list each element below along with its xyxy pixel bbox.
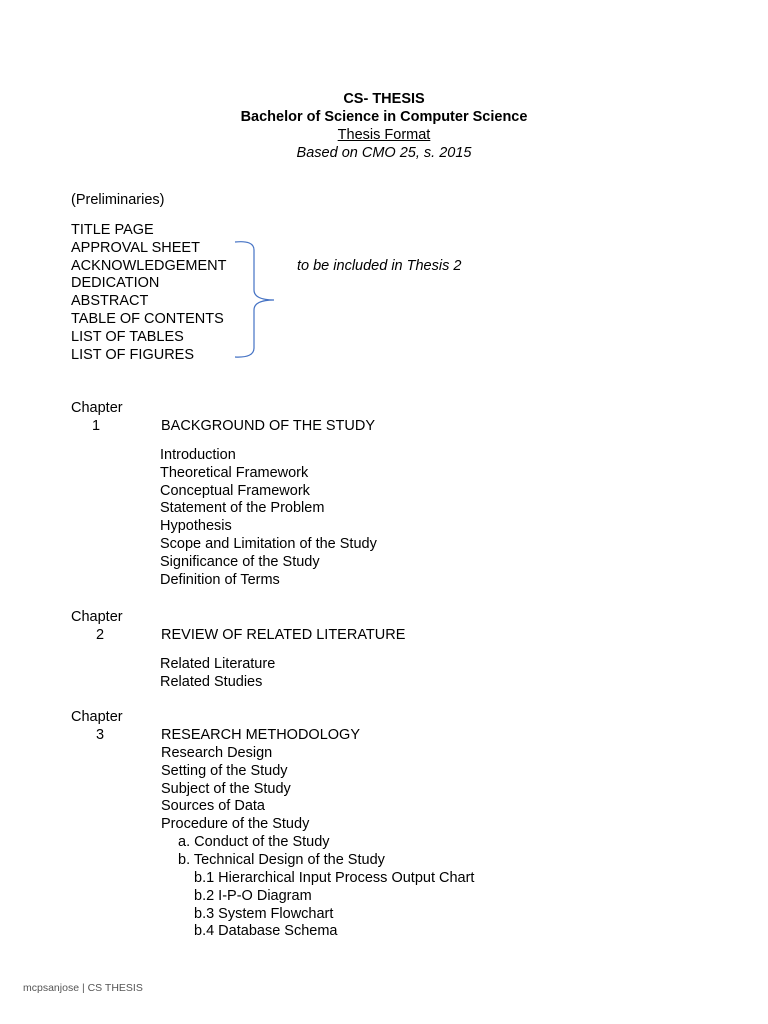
list-item: Related Studies: [160, 673, 263, 690]
format-basis: Based on CMO 25, s. 2015: [296, 145, 472, 161]
list-item: Theoretical Framework: [160, 464, 309, 481]
list-item: Definition of Terms: [160, 571, 280, 588]
list-item: a. Conduct of the Study: [178, 834, 330, 850]
chapter-3-subsublist: [194, 870, 474, 941]
degree-program: Bachelor of Science in Computer Science: [240, 109, 528, 125]
list-item: b.2 I-P-O Diagram: [194, 887, 312, 904]
list-item: Related Literature: [160, 656, 276, 672]
chapter-2-number: 2: [96, 627, 105, 643]
list-item: Setting of the Study: [161, 762, 288, 779]
list-item: APPROVAL SHEET: [71, 239, 200, 256]
list-item: b.4 Database Schema: [194, 923, 338, 940]
list-item: Scope and Limitation of the Study: [160, 535, 377, 552]
list-item: b.1 Hierarchical Input Process Output Chart: [194, 870, 475, 886]
list-item: TABLE OF CONTENTS: [71, 310, 224, 327]
list-item: Research Design: [161, 745, 273, 761]
curly-brace-icon: [232, 240, 282, 362]
chapter-3-list: [161, 745, 309, 834]
list-item: Procedure of the Study: [161, 816, 310, 833]
chapter-3-sublist: [178, 834, 385, 870]
document-title: CS- THESIS: [343, 91, 425, 107]
chapter-2-list: [160, 656, 275, 692]
list-item: Conceptual Framework: [160, 482, 310, 499]
preliminaries-list: [71, 222, 227, 364]
chapter-1-label: Chapter: [71, 400, 123, 416]
chapter-3-number: 3: [96, 727, 105, 743]
chapter-3-label: Chapter: [71, 709, 123, 725]
list-item: Statement of the Problem: [160, 500, 325, 517]
chapter-2-title: REVIEW OF RELATED LITERATURE: [161, 627, 406, 643]
list-item: Introduction: [160, 447, 236, 463]
preliminaries-heading: (Preliminaries): [71, 192, 165, 208]
list-item: Subject of the Study: [161, 780, 291, 797]
chapter-1-number: 1: [92, 418, 101, 434]
thesis-2-note: to be included in Thesis 2: [297, 258, 462, 274]
format-label: Thesis Format: [337, 127, 431, 143]
list-item: LIST OF FIGURES: [71, 346, 195, 363]
page-footer: mcpsanjose | CS THESIS: [23, 982, 143, 994]
list-item: b. Technical Design of the Study: [178, 851, 385, 868]
list-item: Sources of Data: [161, 798, 265, 815]
list-item: Hypothesis: [160, 518, 232, 535]
chapter-3-title: RESEARCH METHODOLOGY: [161, 727, 360, 743]
list-item: Significance of the Study: [160, 553, 320, 570]
chapter-2-label: Chapter: [71, 609, 123, 625]
list-item: DEDICATION: [71, 275, 160, 292]
list-item: ACKNOWLEDGEMENT: [71, 257, 227, 274]
chapter-1-title: BACKGROUND OF THE STUDY: [161, 418, 376, 434]
list-item: TITLE PAGE: [71, 222, 154, 238]
list-item: ABSTRACT: [71, 293, 149, 310]
list-item: b.3 System Flowchart: [194, 905, 334, 922]
list-item: LIST OF TABLES: [71, 328, 184, 345]
chapter-1-list: [160, 447, 377, 589]
